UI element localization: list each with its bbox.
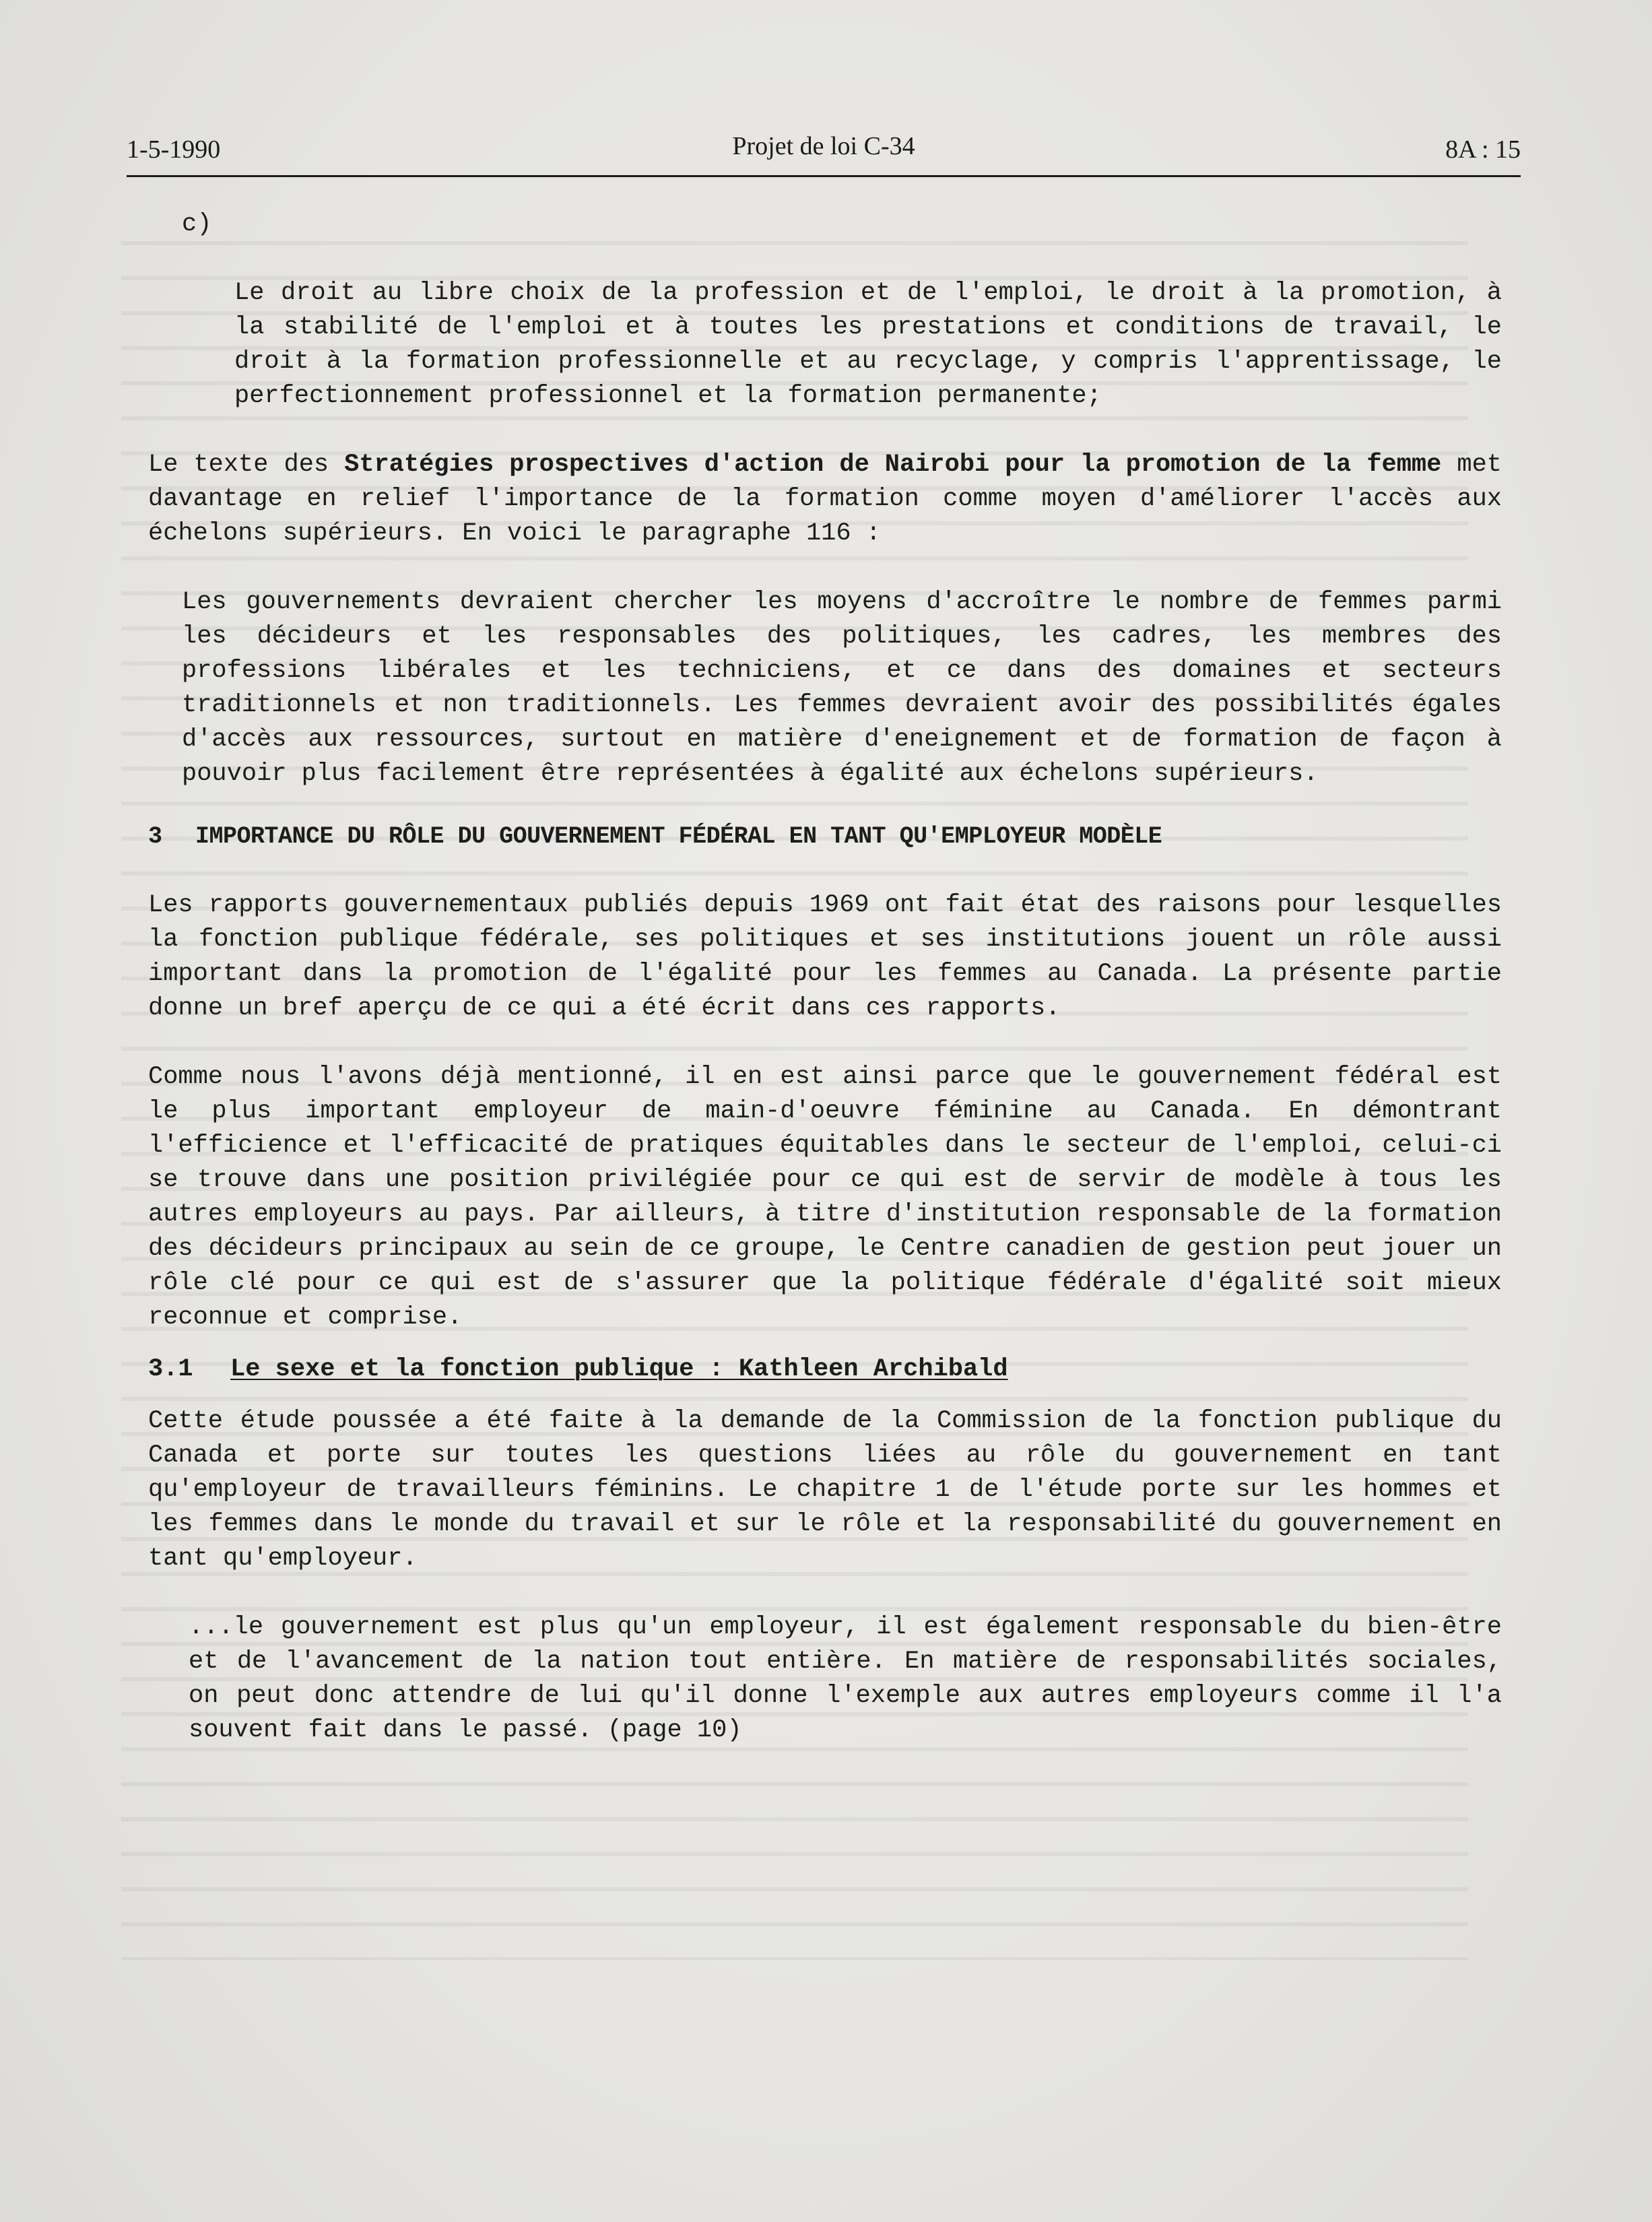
header-title: Projet de loi C-34 [732, 132, 915, 160]
paragraph-etude: Cette étude poussée a été faite à la demande de la Commission de la fonction publique du Canada et porte sur toutes les questions liées au rôle du gouvernement en tant qu'employeur de travailleurs féminins. Le chapitre 1 de l'étude porte sur les hommes et les femmes dans le monde du travail et sur le rôle et la responsabilité du gouvernement en tant qu'employeur. [148, 1407, 1502, 1573]
section-number: 3.1 [148, 1355, 193, 1383]
section-title: IMPORTANCE DU RÔLE DU GOUVERNEMENT FÉDÉRAL EN TANT QU'EMPLOYEUR MODÈLE [195, 823, 1162, 850]
paragraph-text: Le texte des [148, 451, 345, 479]
document-title-reference: Stratégies prospectives d'action de Nairobi pour la promotion de la femme [344, 451, 1442, 479]
header-date: 1-5-1990 [127, 135, 221, 164]
page-body [148, 207, 1502, 1748]
section-heading-3 [148, 820, 1502, 854]
section-heading-3-1 [148, 1352, 1502, 1387]
paragraph-comme: Comme nous l'avons déjà mentionné, il en est ainsi parce que le gouvernement fédéral est le plus important employeur de main-d'oeuvre féminine au Canada. En démontrant l'efficience et l'efficacité de pratiques équitables dans le secteur de l'emploi, celui-ci se trouve dans une position privilégiée pour ce qui est de servir de modèle à tous les autres employeurs au pays. Par ailleurs, à titre d'institution responsable de la formation des décideurs principaux au sein de ce groupe, le Centre canadien de gestion peut jouer un rôle clé pour ce qui est de s'assurer que la politique fédérale d'égalité soit mieux reconnue et comprise. [148, 1063, 1502, 1332]
header-page-ref: 8A : 15 [1445, 135, 1521, 164]
page-header [127, 128, 1521, 177]
quote-paragraph-116: Les gouvernements devraient chercher les moyens d'accroître le nombre de femmes parmi les décideurs et les responsables des politiques, les cadres, les membres des professions libérales et les techniciens, et ce dans des domaines et secteurs traditionnels et non traditionnels. Les femmes devraient avoir des possibilités égales d'accès aux ressources, surtout en matière d'eneignement et de formation de façon à pouvoir plus facilement être représentées à égalité aux échelons supérieurs. [182, 588, 1502, 788]
section-title: Le sexe et la fonction publique : Kathleen Archibald [230, 1355, 1008, 1383]
list-item-label: c) [182, 210, 212, 238]
paragraph-text: met davantage en relief l'importance de la formation comme moyen d'améliorer l'accès aux échelons supérieurs. En voici le paragraphe 116 : [148, 451, 1502, 548]
quote-paragraph-page-10: ...le gouvernement est plus qu'un employeur, il est également responsable du bien-être et de l'avancement de la nation tout entière. En matière de responsabilités sociales, on peut donc attendre de lui qu'il donne l'exemple aux autres employeurs comme il l'a souvent fait dans le passé. (page 10) [189, 1613, 1502, 1744]
section-number: 3 [148, 823, 162, 850]
paragraph-nairobi [148, 448, 1502, 551]
paragraph-rapports: Les rapports gouvernementaux publiés depuis 1969 ont fait état des raisons pour lesquelles la fonction publique fédérale, ses politiques et ses institutions jouent un rôle aussi important dans la promotion de l'égalité pour les femmes au Canada. La présente partie donne un bref aperçu de ce qui a été écrit dans ces rapports. [148, 891, 1502, 1022]
list-item-c [182, 207, 1502, 414]
list-item-text: Le droit au libre choix de la profession et de l'emploi, le droit à la promotion, à la stabilité de l'emploi et à toutes les prestations et conditions de travail, le droit à la formation professionnelle et au recyclage, y compris l'apprentissage, le perfectionnement professionnel et la formation permanente; [234, 279, 1502, 410]
